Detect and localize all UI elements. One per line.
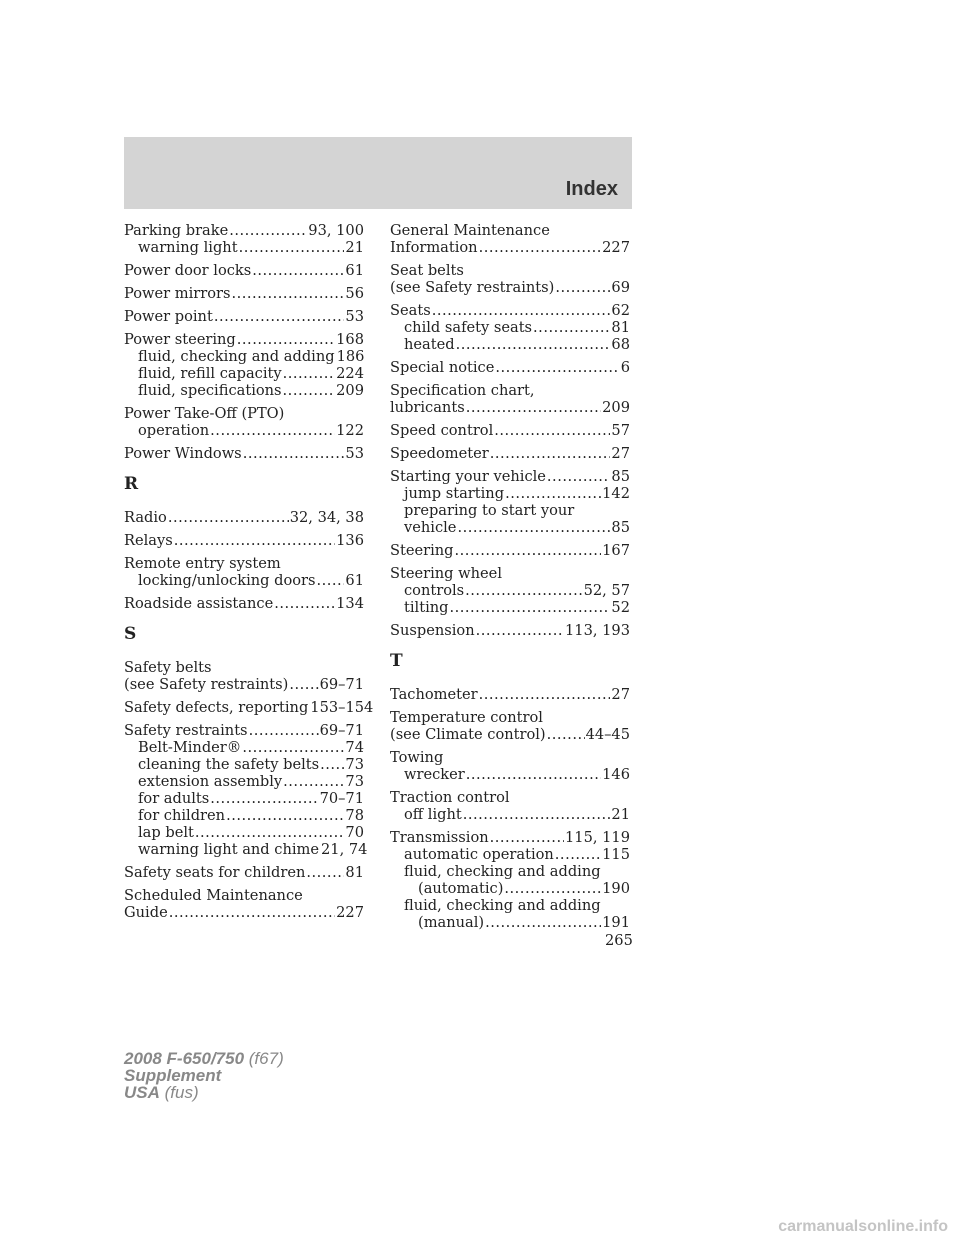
footer-line-region: USA (fus) [124,1083,199,1102]
index-entry-line [124,904,364,921]
entry-label: cleaning the safety belts [138,756,320,773]
entry-page-ref: 115 [602,846,630,863]
leader-dots [490,829,564,846]
index-entry-line [390,279,630,296]
index-entry [390,565,630,616]
index-entry-line [390,565,630,582]
index-entry-line [390,422,630,439]
leader-dots [283,773,344,790]
leader-dots [226,807,344,824]
entry-page-ref: 227 [336,904,364,921]
entry-label: warning light [138,239,238,256]
entry-page-ref: 70 [345,824,364,841]
entry-page-ref: 209 [336,382,364,399]
entry-label: Power mirrors [124,285,231,302]
entry-label: Speedometer [390,445,489,462]
entry-page-ref: 52, 57 [583,582,630,599]
index-entry [124,331,364,399]
index-entry-line [124,331,364,348]
entry-label: jump starting [404,485,505,502]
leader-dots [195,824,345,841]
leader-dots [274,595,335,612]
entry-label: Safety seats for children [124,864,306,881]
entry-page-ref: 62 [611,302,630,319]
leader-dots [210,422,335,439]
entry-page-ref: 224 [336,365,364,382]
index-subentry-line [124,773,364,790]
index-entry-line [390,359,630,376]
entry-label: automatic operation [404,846,554,863]
entry-label: Steering wheel [390,565,502,582]
leader-dots [169,904,335,921]
index-subentry-line [390,766,630,783]
leader-dots [463,806,611,823]
entry-page-ref: 168 [336,331,364,348]
leader-dots [239,239,345,256]
footer-edition [124,1050,284,1101]
entry-label: Power steering [124,331,236,348]
entry-page-ref: 69–71 [319,676,364,693]
entry-page-ref: 186 [336,348,365,365]
index-entry [124,308,364,325]
index-subentry-line [390,485,630,502]
leader-dots [283,365,336,382]
section-letter: T [390,651,403,671]
leader-dots [320,756,344,773]
entry-label: locking/unlocking doors [138,572,316,589]
index-entry [124,864,364,881]
entry-page-ref: 53 [345,445,364,462]
index-entry [124,555,364,589]
entry-label: Scheduled Maintenance [124,887,303,904]
entry-page-ref: 115, 119 [565,829,630,846]
entry-label: child safety seats [404,319,533,336]
index-entry [124,887,364,921]
header-band [124,137,632,209]
index-entry-line [390,302,630,319]
index-subentry-line [124,348,364,365]
leader-dots [168,509,289,526]
leader-dots [457,519,610,536]
entry-page-ref: 81 [611,319,630,336]
entry-page-ref: 85 [611,519,630,536]
entry-page-ref: 69 [611,279,630,296]
index-entry-line [390,468,630,485]
section-letter: R [124,474,139,494]
leader-dots [249,722,319,739]
leader-dots [456,336,611,353]
entry-page-ref: 190 [602,880,630,897]
index-subentry-line [124,841,368,858]
index-column-right [390,222,630,937]
leader-dots [505,485,601,502]
entry-label: Radio [124,509,167,526]
index-entry-line [390,542,630,559]
index-subentry-line [390,599,630,616]
leader-dots [533,319,610,336]
entry-label: Traction control [390,789,510,806]
leader-dots [495,359,619,376]
index-entry-line [390,399,630,416]
entry-page-ref: 227 [602,239,630,256]
index-subentry-line [390,502,630,519]
entry-label: Safety restraints [124,722,248,739]
entry-label: Seats [390,302,431,319]
index-entry [124,722,368,858]
entry-page-ref: 70–71 [319,790,364,807]
entry-label: Parking brake [124,222,229,239]
entry-page-ref: 136 [336,532,364,549]
index-subentry-line [124,572,364,589]
leader-dots [231,285,344,302]
entry-label: off light [404,806,462,823]
index-subentry-line [390,319,630,336]
leader-dots [237,331,335,348]
index-entry [390,789,630,823]
index-subentry-line [390,863,630,880]
entry-label: extension assembly [138,773,283,790]
index-subentry-line [124,824,364,841]
entry-label: controls [404,582,465,599]
leader-dots [479,239,602,256]
entry-label: Information [390,239,478,256]
index-entry-line [390,262,630,279]
leader-dots [252,262,344,279]
footer-line-model: 2008 F-650/750 (f67) [124,1049,284,1068]
index-entry [124,595,364,612]
index-entry-line [124,509,364,526]
index-subentry-line [390,880,630,897]
index-subentry-line [124,422,364,439]
index-subentry-line [124,739,364,756]
index-entry [124,509,364,526]
entry-label: Safety belts [124,659,212,676]
leader-dots [504,880,601,897]
entry-page-ref: 27 [611,686,630,703]
entry-label: General Maintenance [390,222,550,239]
entry-label: vehicle [404,519,457,536]
entry-page-ref: 52 [611,599,630,616]
index-entry [124,285,364,302]
entry-page-ref: 56 [345,285,364,302]
index-entry [390,302,630,353]
entry-page-ref: 61 [345,572,364,589]
index-entry-line [124,532,364,549]
entry-label: Starting your vehicle [390,468,546,485]
index-entry-line [124,864,364,881]
index-subentry-line [390,897,630,914]
entry-label: (manual) [418,914,485,931]
entry-label: Speed control [390,422,494,439]
leader-dots [476,622,564,639]
index-entry [124,699,374,716]
entry-page-ref: 73 [345,756,364,773]
entry-page-ref: 122 [336,422,364,439]
leader-dots [289,676,318,693]
entry-page-ref: 68 [611,336,630,353]
index-entry-line [124,722,364,739]
leader-dots [547,468,611,485]
entry-label: operation [138,422,210,439]
entry-label: Tachometer [390,686,478,703]
leader-dots [242,739,344,756]
entry-label: Roadside assistance [124,595,274,612]
entry-page-ref: 44–45 [585,726,630,743]
leader-dots [455,542,602,559]
entry-label: (see Safety restraints) [124,676,289,693]
index-entry-line [124,555,364,572]
entry-label: Power Take-Off (PTO) [124,405,285,422]
entry-label: Temperature control [390,709,543,726]
entry-page-ref: 113, 193 [565,622,630,639]
index-entry [390,359,630,376]
entry-label: Power Windows [124,445,242,462]
index-entry-line [124,659,364,676]
entry-label: lubricants [390,399,465,416]
index-entry [390,749,630,783]
watermark: carmanualsonline.info [778,1218,948,1235]
entry-label: Suspension [390,622,475,639]
leader-dots [449,599,610,616]
leader-dots [306,864,344,881]
entry-label: heated [404,336,455,353]
index-entry [124,262,364,279]
index-entry-line [124,308,364,325]
entry-page-ref: 78 [345,807,364,824]
entry-label: Steering [390,542,454,559]
leader-dots [210,790,318,807]
index-entry [390,422,630,439]
index-entry [124,532,364,549]
index-entry [124,659,364,693]
index-entry [390,468,630,536]
index-subentry-line [390,582,630,599]
entry-label: for adults [138,790,210,807]
index-entry [390,622,630,639]
entry-page-ref: 85 [611,468,630,485]
index-entry-line [390,445,630,462]
leader-dots [494,422,610,439]
entry-page-ref: 6 [620,359,630,376]
entry-label: Safety defects, reporting [124,699,309,716]
entry-label: wrecker [404,766,465,783]
entry-label: Power point [124,308,213,325]
entry-label: Towing [390,749,444,766]
entry-label: Special notice [390,359,495,376]
entry-page-ref: 209 [602,399,630,416]
index-entry-line [390,382,630,399]
entry-label: Relays [124,532,173,549]
entry-page-ref: 27 [611,445,630,462]
entry-page-ref: 153–154 [310,699,374,716]
entry-page-ref: 32, 34, 38 [289,509,364,526]
leader-dots [466,766,601,783]
entry-page-ref: 191 [602,914,630,931]
index-entry-line [124,887,364,904]
entry-label: Specification chart, [390,382,535,399]
index-entry-line [390,686,630,703]
section-letter: S [124,624,137,644]
index-column-left [124,222,374,927]
index-entry [390,262,630,296]
leader-dots [283,382,336,399]
entry-label: tilting [404,599,449,616]
entry-label: Seat belts [390,262,464,279]
index-entry-line [124,405,364,422]
index-subentry-line [390,336,630,353]
leader-dots [243,445,345,462]
index-entry [390,829,630,931]
index-entry [390,686,630,703]
entry-page-ref: 134 [336,595,364,612]
index-subentry-line [124,365,364,382]
index-entry-line [124,699,374,716]
index-entry [390,709,630,743]
entry-page-ref: 142 [602,485,630,502]
leader-dots [229,222,307,239]
leader-dots [465,582,582,599]
entry-page-ref: 93, 100 [308,222,364,239]
leader-dots [317,572,345,589]
index-entry-line [390,709,630,726]
leader-dots [555,846,601,863]
entry-label: fluid, checking and adding [404,863,601,880]
entry-page-ref: 61 [345,262,364,279]
entry-page-ref: 21 [345,239,364,256]
footer-line-supplement: Supplement [124,1066,222,1085]
index-entry [124,222,364,256]
entry-page-ref: 53 [345,308,364,325]
index-entry-line [390,622,630,639]
entry-label: Power door locks [124,262,252,279]
entry-label: (see Safety restraints) [390,279,555,296]
entry-label: fluid, checking and adding [404,897,601,914]
entry-label: (see Climate control) [390,726,546,743]
leader-dots [432,302,611,319]
index-entry [124,445,364,462]
index-entry [390,382,630,416]
index-entry [390,445,630,462]
index-entry [390,542,630,559]
index-subentry-line [124,239,364,256]
entry-label: lap belt [138,824,194,841]
index-entry-line [390,749,630,766]
entry-label: Guide [124,904,168,921]
entry-label: (automatic) [418,880,504,897]
index-entry-line [124,676,364,693]
leader-dots [214,308,345,325]
entry-label: Remote entry system [124,555,281,572]
index-subentry-line [124,756,364,773]
index-entry-line [124,445,364,462]
entry-page-ref: 21, 74 [321,841,368,858]
entry-page-ref: 167 [602,542,630,559]
index-entry-line [124,222,364,239]
index-entry-line [124,262,364,279]
index-subentry-line [390,806,630,823]
index-entry-line [390,222,630,239]
entry-label: warning light and chime [138,841,319,858]
leader-dots [555,279,610,296]
index-entry-line [390,239,630,256]
index-entry [124,405,364,439]
index-entry-line [390,726,630,743]
leader-dots [174,532,335,549]
entry-label: fluid, checking and adding [138,348,335,365]
index-subentry-line [390,519,630,536]
index-entry [390,222,630,256]
entry-label: fluid, specifications [138,382,282,399]
index-subentry-line [124,790,364,807]
entry-page-ref: 81 [345,864,364,881]
leader-dots [485,914,601,931]
index-subentry-line [124,382,364,399]
entry-page-ref: 69–71 [319,722,364,739]
entry-page-ref: 146 [602,766,630,783]
index-entry-line [390,829,630,846]
leader-dots [490,445,611,462]
entry-label: for children [138,807,226,824]
index-subentry-line [390,846,630,863]
entry-label: fluid, refill capacity [138,365,282,382]
entry-label: Transmission [390,829,489,846]
leader-dots [479,686,611,703]
entry-label: Belt-Minder® [138,739,242,756]
leader-dots [547,726,585,743]
index-entry-line [390,789,630,806]
page-number: 265 [605,932,633,949]
entry-page-ref: 57 [611,422,630,439]
index-subentry-line [390,914,630,931]
leader-dots [466,399,601,416]
index-entry-line [124,285,364,302]
index-entry-line [124,595,364,612]
entry-page-ref: 73 [345,773,364,790]
entry-label: preparing to start your [404,502,575,519]
page-title: Index [565,178,618,200]
index-subentry-line [124,807,364,824]
entry-page-ref: 21 [611,806,630,823]
entry-page-ref: 74 [345,739,364,756]
